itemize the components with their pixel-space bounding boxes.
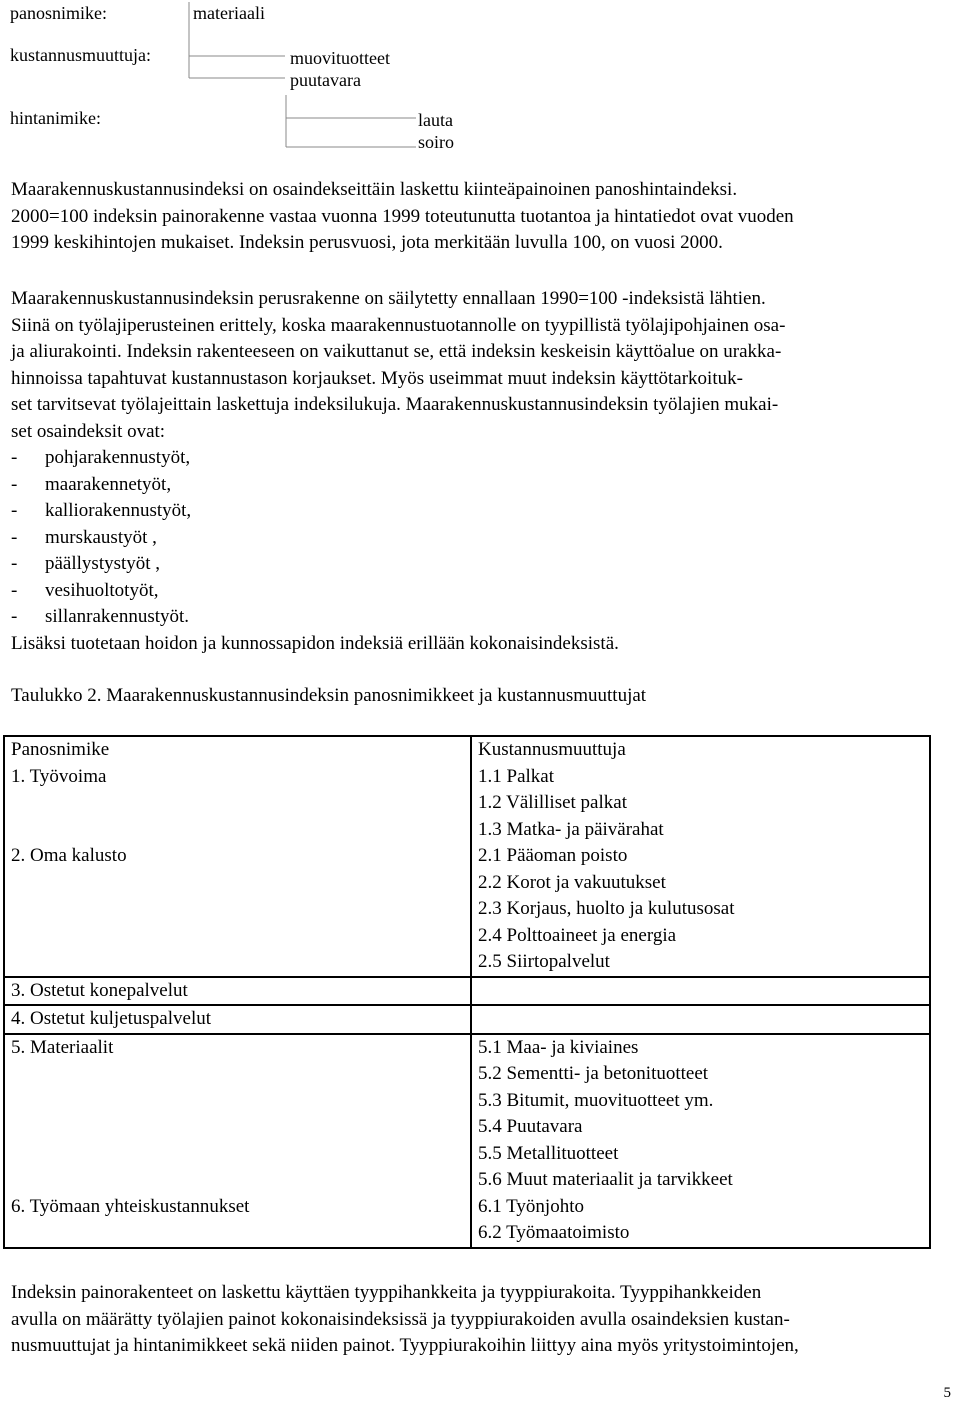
table-header-cell: Kustannusmuuttuja — [478, 739, 626, 760]
text-line: 1999 keskihintojen mukaiset. Indeksin perusvuosi, jota merkitään luvulla 100, on vuosi 2000. — [11, 232, 723, 253]
paragraph-structure — [11, 286, 951, 657]
variables-cell: 1.1 Palkat 1.2 Välilliset palkat 1.3 Matka- ja päivärahat — [478, 765, 664, 840]
variables-cell: 6.1 Työnjohto 6.2 Työmaatoimisto — [478, 1195, 630, 1243]
table-row — [4, 843, 930, 977]
tree-level2-item: muovituotteet — [290, 48, 390, 68]
list-item: - päällystystyöt , — [11, 551, 951, 578]
dash-bullet: - — [11, 553, 18, 574]
list-item: - maarakennetyöt, — [11, 472, 951, 499]
input-item-cell: 6. Työmaan yhteiskustannukset — [4, 1194, 471, 1248]
dash-bullet: - — [11, 447, 18, 468]
text-line: Maarakennuskustannusindeksi on osaindekseittäin laskettu kiinteäpainoinen panoshintaindeksi. — [11, 179, 738, 200]
table-row — [4, 1194, 930, 1248]
variables-cell: 5.1 Maa- ja kiviaines 5.2 Sementti- ja betonituotteet 5.3 Bitumit, muovituotteet ym. 5.4 Puutavara 5.5 Metallituotteet 5.6 Muut materiaalit ja tarvikkeet — [471, 1034, 930, 1194]
list-item: - sillanrakennustyöt. — [11, 604, 951, 631]
dash-bullet: - — [11, 606, 18, 627]
paragraph-weights — [11, 1280, 951, 1360]
text-line: Indeksin painorakenteet on laskettu käyttäen tyyppihankkeita ja tyyppiurakoita. Tyyppihankkeiden — [11, 1282, 762, 1303]
input-item-cell: 3. Ostetut konepalvelut — [4, 977, 471, 1006]
text-line: avulla on määrätty työlajien painot kokonaisindeksissä ja tyyppiurakoiden avulla osaindeksien kustan- — [11, 1308, 790, 1330]
table-caption: Taulukko 2. Maarakennuskustannusindeksin panosnimikkeet ja kustannusmuuttujat — [11, 685, 647, 706]
list-item: - vesihuoltotyöt, — [11, 578, 951, 605]
text-line: Maarakennuskustannusindeksin perusrakenne on säilytetty ennallaan 1990=100 -indeksistä lähtien. — [11, 288, 766, 309]
list-item: - kalliorakennustyöt, — [11, 498, 951, 525]
text-line: Lisäksi tuotetaan hoidon ja kunnossapidon indeksiä erillään kokonaisindeksistä. — [11, 632, 619, 654]
list-item: - pohjarakennustyöt, — [11, 445, 951, 472]
dash-bullet: - — [11, 500, 18, 521]
variables-cell — [471, 977, 930, 1006]
input-item-cell: 2. Oma kalusto — [4, 843, 471, 977]
page-number: 5 — [943, 1385, 951, 1401]
table-row — [4, 1034, 930, 1194]
list-item: - murskaustyöt , — [11, 525, 951, 552]
table-header-cell: Panosnimike — [4, 736, 471, 764]
table-row — [4, 977, 930, 1006]
tree-level3-item: lauta — [418, 110, 453, 130]
variables-cell — [471, 1005, 930, 1034]
input-item-cell: 5. Materiaalit — [4, 1034, 471, 1194]
dash-bullet: - — [11, 473, 18, 495]
hierarchy-connectors — [0, 0, 960, 160]
label-input-item: panosnimike: — [10, 3, 107, 23]
dash-bullet: - — [11, 579, 18, 601]
label-price-item: hintanimike: — [10, 108, 101, 128]
tree-level3-item: soiro — [418, 132, 454, 152]
text-line: nusmuuttujat ja hintanimikkeet sekä niiden painot. Tyyppiurakoihin liittyy aina myös yritystoimintojen, — [11, 1335, 799, 1356]
tree-level2-item: puutavara — [290, 70, 361, 90]
dash-bullet: - — [11, 526, 18, 548]
tree-level1-item: materiaali — [193, 3, 265, 23]
text-line: set osaindeksit ovat: — [11, 420, 166, 442]
variables-cell: 2.1 Pääoman poisto 2.2 Korot ja vakuutukset 2.3 Korjaus, huolto ja kulutusosat 2.4 Polttoaineet ja energia 2.5 Siirtopalvelut — [478, 845, 735, 972]
paragraph-intro — [11, 177, 951, 257]
text-line: ja aliurakointi. Indeksin rakenteeseen on vaikuttanut se, että indeksin keskeisin käyttöalue on urakka- — [11, 341, 782, 362]
text-line: hinnoissa tapahtuvat kustannustason korjaukset. Myös useimmat muut indeksin käyttötarkoituk- — [11, 367, 743, 389]
input-item-cell: 1. Työvoima — [4, 764, 471, 844]
input-item-cell: 4. Ostetut kuljetuspalvelut — [4, 1005, 471, 1034]
table-row — [4, 764, 930, 844]
cost-table — [3, 735, 931, 1249]
text-line: Siinä on työlajiperusteinen erittely, koska maarakennustuotannolle on tyypillistä työlajipohjainen osa- — [11, 314, 786, 336]
table-row — [4, 1005, 930, 1034]
label-cost-variable: kustannusmuuttuja: — [10, 45, 151, 65]
sub-index-list — [11, 445, 951, 631]
text-line: 2000=100 indeksin painorakenne vastaa vuonna 1999 toteutunutta tuotantoa ja hintatiedot ovat vuoden — [11, 205, 794, 227]
text-line: set tarvitsevat työlajeittain laskettuja indeksilukuja. Maarakennuskustannusindeksin työlajien mukai- — [11, 394, 779, 415]
table-header-row — [4, 736, 930, 764]
